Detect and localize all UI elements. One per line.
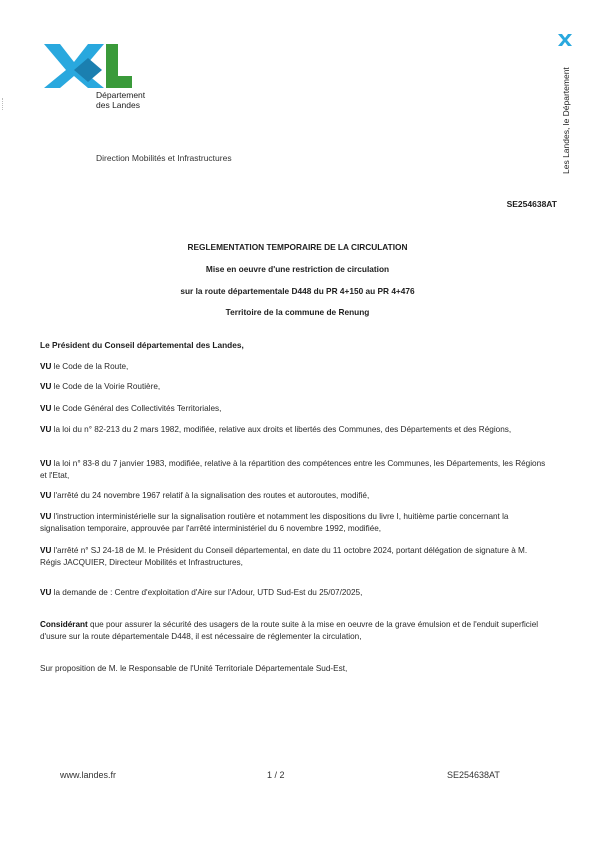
paragraph-lead: VU [40,425,52,434]
title-line-1: REGLEMENTATION TEMPORAIRE DE LA CIRCULATION [187,242,408,252]
paragraph-lead: VU [40,382,52,391]
paragraph-text: l'arrêté n° SJ 24-18 de M. le Président du Conseil départemental, en date du 11 octobre 2024, portant délégation de signature à M. Régis JACQUIER, Directeur Mobilités et Infrastructures, [40,546,528,567]
paragraph-text: l'instruction interministérielle sur la signalisation routière et notamment les dispositions du livre I, huitième partie concernant la signalisation temporaire, approuvée par l'arrêté interministériel du 6 novembre 1992, modifiée, [40,512,509,533]
paragraph-vu-1 [40,361,550,373]
paragraph-text: la loi du n° 82-213 du 2 mars 1982, modifiée, relative aux droits et libertés des Communes, des Départements et des Régions, [51,425,512,434]
paragraph-lead: VU [40,459,52,468]
paragraph-vu-4 [40,424,550,436]
paragraph-text: l'arrêté du 24 novembre 1967 relatif à la signalisation des routes et autoroutes, modifié, [51,491,370,500]
title-line-3: sur la route départementale D448 du PR 4+150 au PR 4+476 [180,286,415,296]
paragraph-proposition [40,663,550,675]
paragraph-considerant [40,619,550,642]
paragraph-lead: VU [40,588,52,597]
side-brand [556,34,574,174]
paragraph-vu-9 [40,587,550,599]
paragraph-text: le Code Général des Collectivités Territoriales, [51,404,222,413]
paragraph-text: le Code de la Voirie Routière, [51,382,161,391]
direction-name: Direction Mobilités et Infrastructures [96,153,232,163]
paragraph-text: Sur proposition de M. le Responsable de l'Unité Territoriale Départementale Sud-Est, [40,664,348,673]
paragraph-text: le Code de la Route, [51,362,129,371]
paragraph-text: que pour assurer la sécurité des usagers de la route suite à la mise en oeuvre de la grave émulsion et de l'enduit superficiel d'usure sur la route départementale D448, il est nécessaire de réglementer la circulation, [40,620,539,641]
paragraph-vu-3 [40,403,550,415]
paragraph-vu-6 [40,490,550,502]
paragraph-text: la loi n° 83-8 du 7 janvier 1983, modifiée, relative à la répartition des compétences entre les Communes, les Départements, les Régions et l'Etat, [40,459,546,480]
paragraph-lead: VU [40,404,52,413]
departement-landes-logo [44,44,134,88]
paragraph-lead: VU [40,362,52,371]
paragraph-lead: VU [40,512,52,521]
title-line-2: Mise en oeuvre d'une restriction de circulation [205,264,390,274]
logo-caption-line2: des Landes [96,100,140,110]
paragraph-lead: VU [40,491,52,500]
paragraph-vu-2 [40,381,550,393]
paragraph-vu-5 [40,458,550,481]
reference-number: SE254638AT [506,199,557,209]
footer-page-number: 1 / 2 [267,770,285,780]
footer-reference: SE254638AT [447,770,500,780]
paragraph-vu-8 [40,545,550,568]
scan-margin-mark [2,98,8,110]
paragraph-lead: VU [40,546,52,555]
paragraph-lead: Considérant [40,620,88,629]
footer-website-link[interactable]: www.landes.fr [60,770,117,780]
logo-caption [96,90,145,110]
logo-caption-line1: Département [96,90,146,100]
president-heading: Le Président du Conseil départemental des Landes, [40,340,244,350]
title-line-4: Territoire de la commune de Renung [225,307,370,317]
side-brand-text: Les Landes, le Département [561,67,571,174]
paragraph-vu-7 [40,511,550,534]
logo-l-horizontal [106,76,132,88]
side-xl-logo-icon [558,34,572,46]
paragraph-text: la demande de : Centre d'exploitation d'Aire sur l'Adour, UTD Sud-Est du 25/07/2025, [51,588,363,597]
